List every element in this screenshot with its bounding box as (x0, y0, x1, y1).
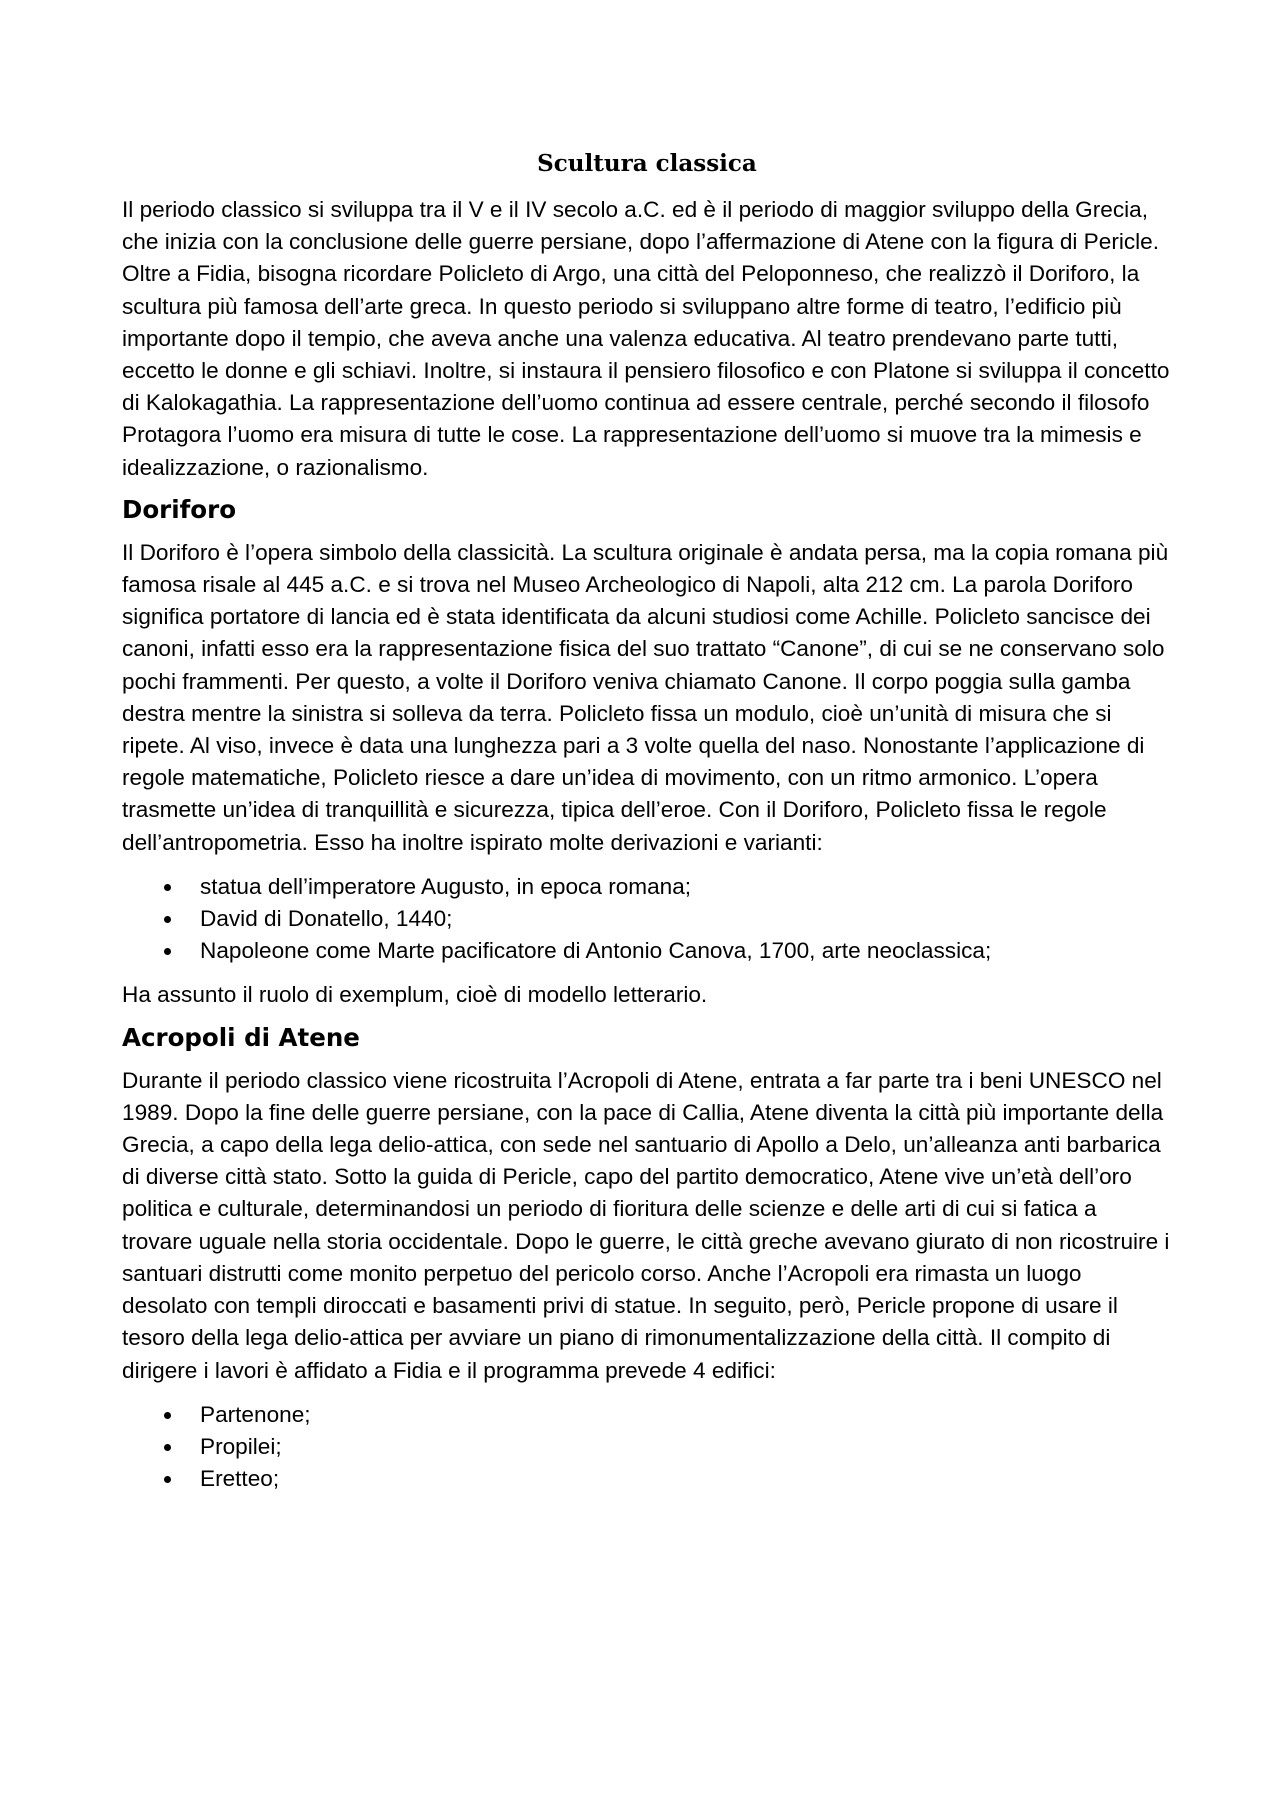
bullet-icon (164, 916, 171, 923)
bullet-icon (164, 1444, 171, 1451)
acropoli-paragraph: Durante il periodo classico viene ricostruita l’Acropoli di Atene, entrata a far parte tra i beni UNESCO nel 1989. Dopo la fine delle guerre persiane, con la pace di Callia, Atene diventa la città più importante della Grecia, a capo della lega delio-attica, con sede nel santuario di Apollo a Delo, un’alleanza anti barbarica di diverse città stato. Sotto la guida di Pericle, capo del partito democratico, Atene vive un’età dell’oro politica e culturale, determinandosi un periodo di fioritura delle scienze e delle arti di cui si fatica a trovare uguale nella storia occidentale. Dopo le guerre, le città greche avevano giurato di non ricostruire i santuari distrutti come monito perpetuo del pericolo corso. Anche l’Acropoli era rimasta un luogo desolato con templi diroccati e basamenti privi di statue. In seguito, però, Pericle propone di usare il tesoro della lega delio-attica per avviare un piano di rimonumentalizzazione della città. Il compito di dirigere i lavori è affidato a Fidia e il programma prevede 4 edifici: (122, 1067, 1170, 1383)
section-heading-doriforo: Doriforo (122, 494, 237, 524)
list-item-text: David di Donatello, 1440; (200, 906, 453, 932)
acropoli-buildings-list (122, 1399, 1172, 1496)
list-item (122, 935, 1172, 967)
doriforo-derivations-list (122, 871, 1172, 968)
list-item-text: Propilei; (200, 1433, 282, 1459)
list-item-text: Partenone; (200, 1401, 311, 1427)
section-heading-acropoli: Acropoli di Atene (122, 1022, 360, 1052)
bullet-icon (164, 1476, 171, 1483)
intro-paragraph: Il periodo classico si sviluppa tra il V e il IV secolo a.C. ed è il periodo di maggior sviluppo della Grecia, che inizia con la conclusione delle guerre persiane, dopo l’affermazione di Atene con la figura di Pericle. Oltre a Fidia, bisogna ricordare Policleto di Argo, una città del Peloponneso, che realizzò il Doriforo, la scultura più famosa dell’arte greca. In questo periodo si sviluppano altre forme di teatro, l’edificio più importante dopo il tempio, che aveva anche una valenza educativa. Al teatro prendevano parte tutti, eccetto le donne e gli schiavi. Inoltre, si instaura il pensiero filosofico e con Platone si sviluppa il concetto di Kalokagathia. La rappresentazione dell’uomo continua ad essere centrale, perché secondo il filosofo Protagora l’uomo era misura di tutte le cose. La rappresentazione dell’uomo si muove tra la mimesis e idealizzazione, o razionalismo. (122, 197, 1170, 480)
list-item (122, 1399, 1172, 1431)
bullet-icon (164, 948, 171, 955)
document-title: Scultura classica (537, 150, 757, 177)
bullet-icon (164, 1412, 171, 1419)
doriforo-paragraph: Il Doriforo è l’opera simbolo della classicità. La scultura originale è andata persa, ma la copia romana più famosa risale al 445 a.C. e si trova nel Museo Archeologico di Napoli, alta 212 cm. La parola Doriforo significa portatore di lancia ed è stata identificata da alcuni studiosi come Achille. Policleto sancisce dei canoni, infatti esso era la rappresentazione fisica del suo trattato “Canone”, di cui se ne conservano solo pochi frammenti. Per questo, a volte il Doriforo veniva chiamato Canone. Il corpo poggia sulla gamba destra mentre la sinistra si solleva da terra. Policleto fissa un modulo, cioè un’unità di misura che si ripete. Al viso, invece è data una lunghezza pari a 3 volte quella del naso. Nonostante l’applicazione di regole matematiche, Policleto riesce a dare un’idea di movimento, con un ritmo armonico. L’opera trasmette un’idea di tranquillità e sicurezza, tipica dell’eroe. Con il Doriforo, Policleto fissa le regole dell’antropometria. Esso ha inoltre ispirato molte derivazioni e varianti: (122, 539, 1169, 855)
list-item (122, 1431, 1172, 1463)
list-item (122, 903, 1172, 935)
bullet-icon (164, 884, 171, 891)
list-item-text: Eretteo; (200, 1466, 280, 1492)
list-item (122, 1463, 1172, 1495)
list-item-text: Napoleone come Marte pacificatore di Antonio Canova, 1700, arte neoclassica; (200, 938, 992, 964)
document-page (122, 148, 1172, 1495)
doriforo-closing-paragraph: Ha assunto il ruolo di exemplum, cioè di modello letterario. (122, 982, 708, 1008)
list-item-text: statua dell’imperatore Augusto, in epoca romana; (200, 873, 692, 899)
list-item (122, 871, 1172, 903)
